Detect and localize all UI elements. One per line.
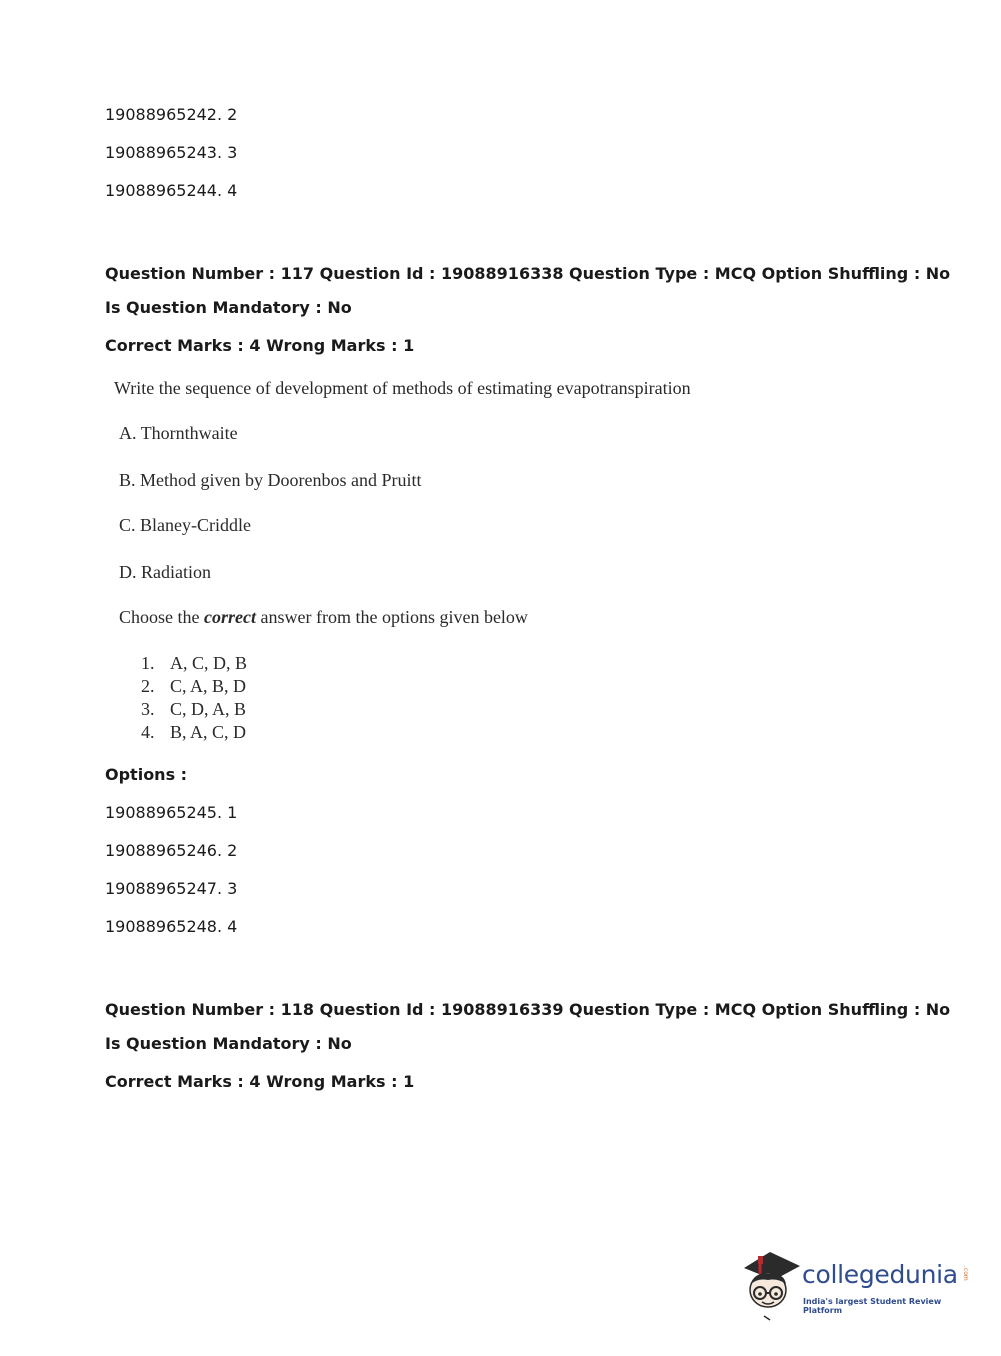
q117-choice-3: 3. C, D, A, B (141, 699, 247, 719)
q118-marks: Correct Marks : 4 Wrong Marks : 1 (105, 1072, 415, 1091)
collegedunia-logo (740, 1246, 970, 1321)
logo-dotcom: .com (962, 1266, 969, 1281)
q117-choose-emphasis: correct (204, 607, 256, 627)
q117-options-label: Options : (105, 765, 188, 784)
q117-mandatory: Is Question Mandatory : No (105, 298, 352, 317)
q118-mandatory: Is Question Mandatory : No (105, 1034, 352, 1053)
q117-item-b: B. Method given by Doorenbos and Pruitt (119, 470, 422, 490)
prev-option-3: 19088965244. 4 (105, 181, 238, 200)
q117-header: Question Number : 117 Question Id : 19088916338 Question Type : MCQ Option Shuffling : No (105, 264, 951, 283)
q117-option-2: 19088965246. 2 (105, 841, 238, 860)
q117-option-1: 19088965245. 1 (105, 803, 238, 822)
logo-wordmark: collegedunia (802, 1260, 958, 1289)
q117-option-4: 19088965248. 4 (105, 917, 238, 936)
q117-choice-2: 2. C, A, B, D (141, 676, 247, 696)
q117-choice-4: 4. B, A, C, D (141, 722, 247, 742)
q117-item-d: D. Radiation (119, 562, 211, 582)
q117-prompt: Write the sequence of development of methods of estimating evapotranspiration (114, 378, 691, 398)
q117-item-c: C. Blaney-Criddle (119, 515, 251, 535)
q117-option-3: 19088965247. 3 (105, 879, 238, 898)
logo-tagline: India's largest Student Review Platform (803, 1297, 942, 1315)
q117-choose-instruction: Choose the correct answer from the options given below (119, 607, 528, 627)
q117-choice-list (141, 652, 247, 744)
q117-marks: Correct Marks : 4 Wrong Marks : 1 (105, 336, 415, 355)
prev-option-2: 19088965243. 3 (105, 143, 238, 162)
q117-choice-1: 1. A, C, D, B (141, 653, 248, 673)
q118-header: Question Number : 118 Question Id : 19088916339 Question Type : MCQ Option Shuffling : No (105, 1000, 951, 1019)
q117-item-a: A. Thornthwaite (119, 423, 238, 443)
prev-option-1: 19088965242. 2 (105, 105, 238, 124)
mascot-icon (740, 1246, 802, 1321)
